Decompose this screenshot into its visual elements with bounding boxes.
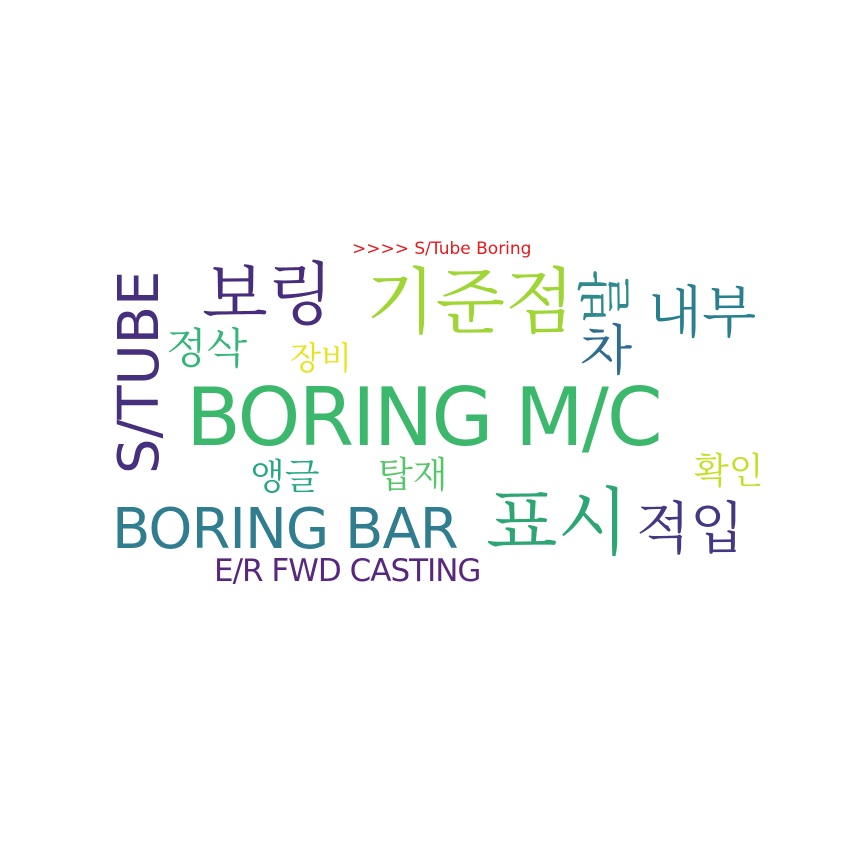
word-cha-top: 발 [574,270,638,324]
word-pyosi: 표시 [486,480,629,566]
word-boring-ko: 보링 [202,256,334,335]
word-s-tube: S/TUBE [107,270,172,474]
chart-title: >>>> S/Tube Boring [352,239,532,259]
word-jeongsak: 정삭 [166,324,248,373]
word-aenggeul: 앵글 [250,457,320,498]
word-boring-bar: BORING BAR [112,497,458,562]
word-jeogip: 적입 [636,497,745,562]
word-boring-mc: BORING M/C [186,371,661,464]
word-cha-bottom: 차 [580,319,633,382]
word-naebu: 내부 [648,281,757,346]
word-cha-stack [574,270,638,382]
word-jangbi: 장비 [290,339,352,377]
word-gijunjeom: 기준점 [366,260,575,344]
word-hwagin: 확인 [694,451,764,492]
word-er-fwd-casting: E/R FWD CASTING [214,553,481,589]
word-tapjae: 탑재 [378,455,448,496]
